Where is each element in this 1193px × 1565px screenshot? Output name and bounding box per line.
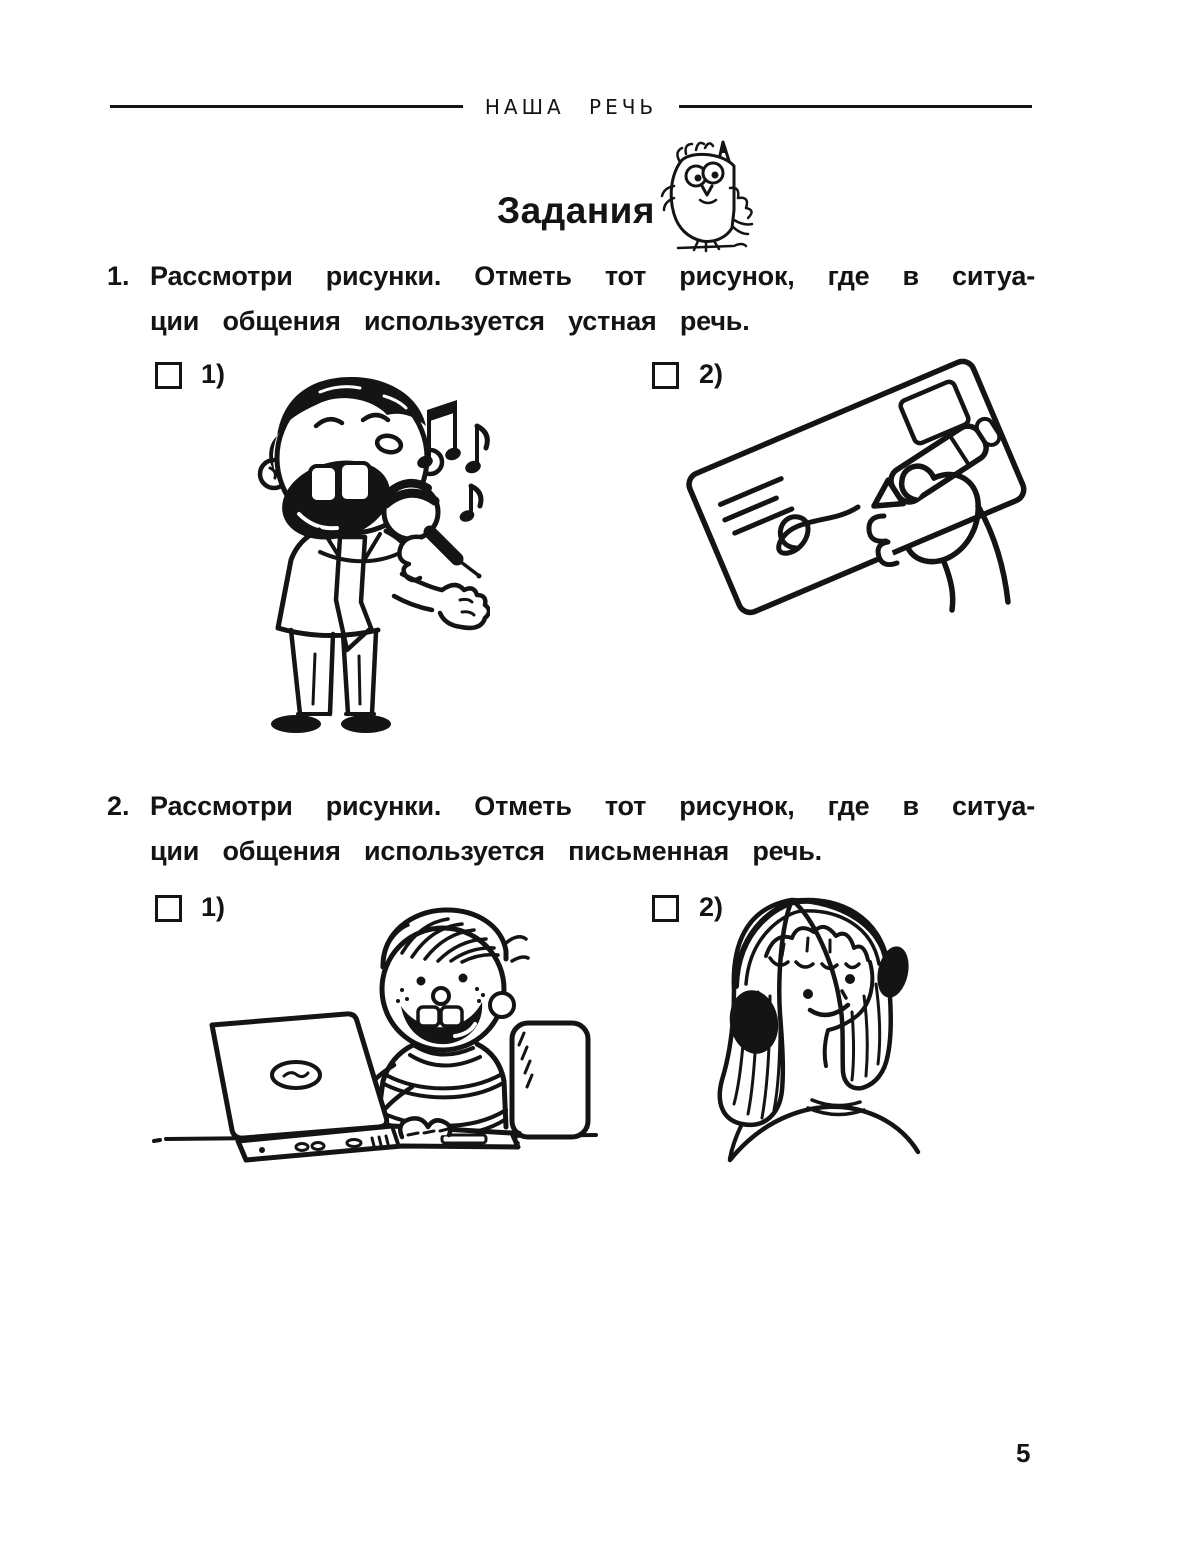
page-number: 5 (1016, 1438, 1031, 1468)
task2-option2-checkbox[interactable] (652, 895, 679, 922)
header-rule-left (110, 105, 463, 108)
section-header (110, 93, 1032, 120)
section-title: НАША РЕЧЬ (484, 94, 658, 119)
owl-with-pencil-icon (650, 136, 768, 254)
task-2-text (150, 784, 1035, 874)
task1-option1-checkbox[interactable] (155, 362, 182, 389)
task-2-text-line-1: Рассмотри рисунки. Отметь тот рисунок, где в ситуа- (150, 791, 1035, 821)
task2-option2-label: 2) (699, 892, 724, 922)
hand-writing-with-pen-illustration (676, 356, 1042, 618)
task1-option2-checkbox[interactable] (652, 362, 679, 389)
header-rule-right (679, 105, 1032, 108)
task-1-text-line-1: Рассмотри рисунки. Отметь тот рисунок, где в ситуа- (150, 261, 1035, 291)
task-2-number: 2. (107, 791, 130, 821)
man-singing-into-microphone-illustration (224, 362, 490, 740)
task-1 (107, 254, 1035, 344)
task2-option1-label: 1) (201, 892, 226, 922)
task1-option2-label: 2) (699, 359, 724, 389)
task-1-text (150, 254, 1035, 344)
girl-wearing-headphones-illustration (700, 892, 938, 1168)
task-1-number: 1. (107, 261, 130, 291)
task-2-text-line-2: ции общения используется письменная речь. (150, 836, 822, 866)
task-2 (107, 784, 1035, 874)
task1-option1-label: 1) (201, 359, 226, 389)
page-title: Задания (497, 190, 656, 231)
boy-typing-on-laptop-illustration (150, 895, 602, 1187)
task-1-text-line-2: ции общения используется устная речь. (150, 306, 750, 336)
